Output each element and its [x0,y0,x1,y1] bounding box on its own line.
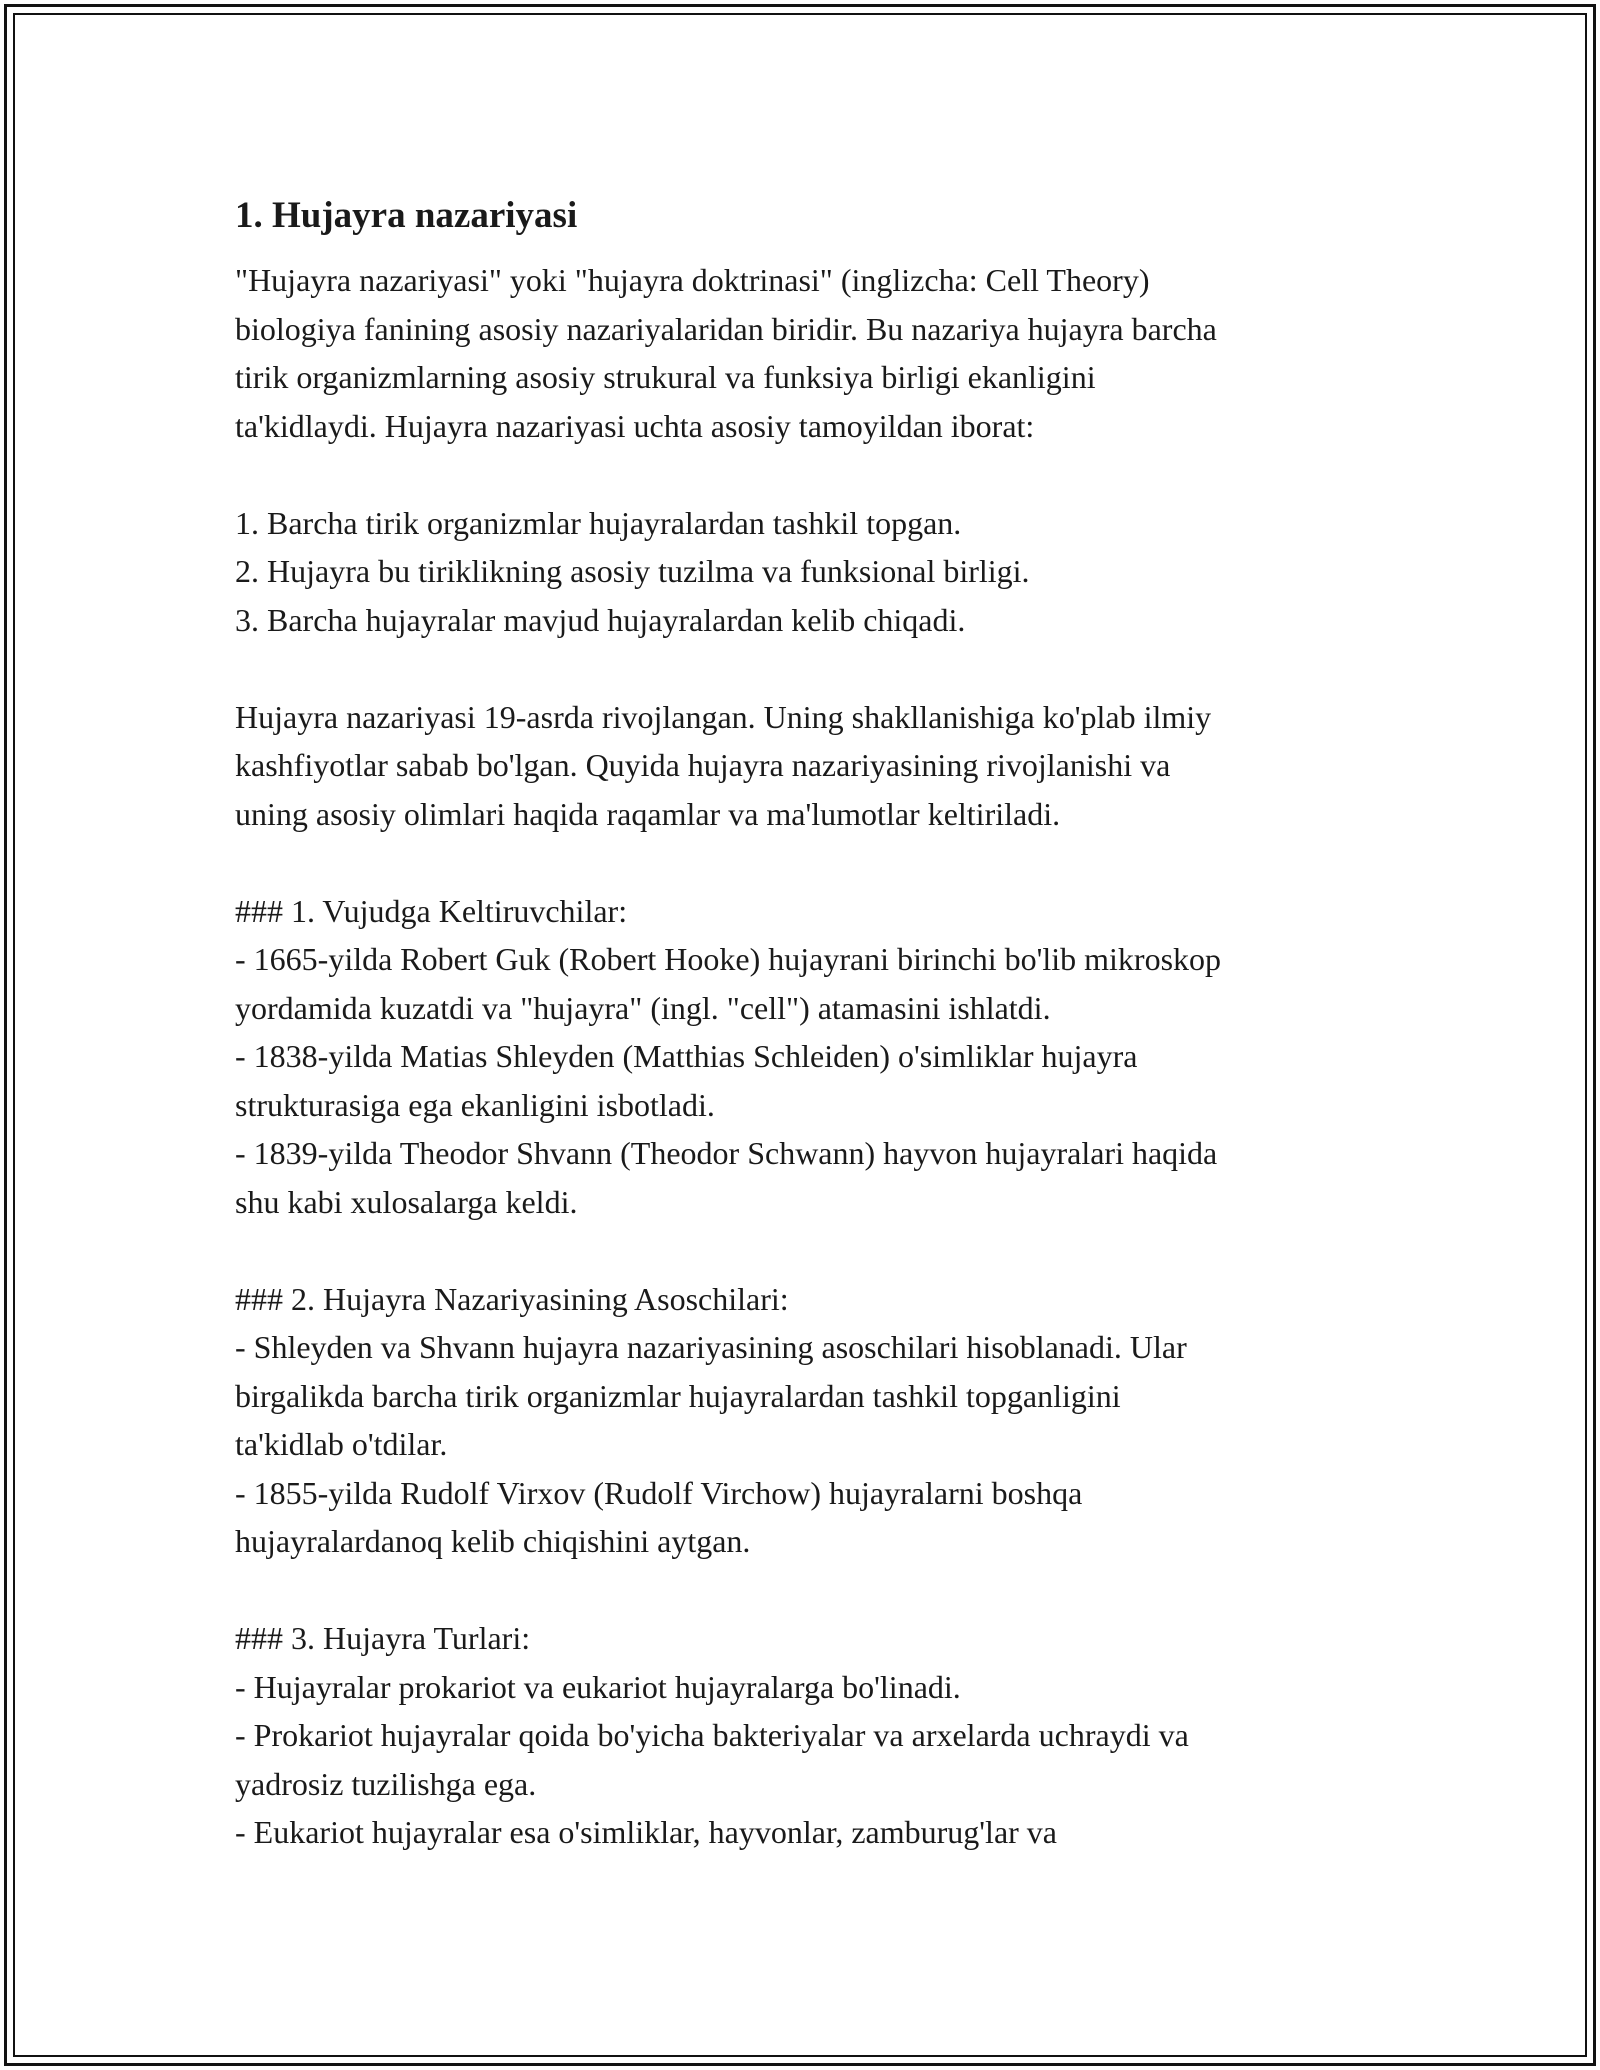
intro-paragraph: "Hujayra nazariyasi" yoki "hujayra doktrinasi" (inglizcha: Cell Theory) biologiya fanining asosiy nazariyalaridan biridir. Bu nazariya hujayra barcha tirik organizmlarning asosiy strukural va funksiya birligi ekanligini ta'kidlaydi. Hujayra nazariyasi uchta asosiy tamoyildan iborat: [235,262,1217,444]
spacer [235,838,1395,887]
spacer [235,244,1395,256]
spacer [235,1566,1395,1615]
spacer [235,450,1395,499]
spacer [235,1226,1395,1275]
section-theory-founders: ### 2. Hujayra Nazariyasining Asoschilari: - Shleyden va Shvann hujayra nazariyasining asoschilari hisoblanadi. Ular birgalikda barcha tirik organizmlar hujayralardan tashkil topganligini ta'kidlab o'tdilar. - 1855-yilda Rudolf Virxov (Rudolf Virchow) hujayralarni boshqa hujayralardanoq kelib chiqishini aytgan. [235,1280,1187,1559]
principles-list: 1. Barcha tirik organizmlar hujayralardan tashkil topgan. 2. Hujayra bu tiriklikning asosiy tuzilma va funksional birligi. 3. Barcha hujayralar mavjud hujayralardan kelib chiqadi. [235,504,1030,638]
document-body [235,188,1395,1857]
spacer [235,644,1395,693]
history-paragraph: Hujayra nazariyasi 19-asrda rivojlangan. Uning shakllanishiga ko'plab ilmiy kashfiyotlar sabab bo'lgan. Quyida hujayra nazariyasining rivojlanishi va uning asosiy olimlari haqida raqamlar va ma'lumotlar keltiriladi. [235,698,1212,832]
section-cell-types: ### 3. Hujayra Turlari: - Hujayralar prokariot va eukariot hujayralarga bo'linadi. - Prokariot hujayralar qoida bo'yicha bakteriyalar va arxelarda uchraydi va yadrosiz tuzilishga ega. - Eukariot hujayralar esa o'simliklar, hayvonlar, zamburug'lar va [235,1620,1189,1850]
document-title: 1. Hujayra nazariyasi [235,195,578,236]
section-founders-discovery: ### 1. Vujudga Keltiruvchilar: - 1665-yilda Robert Guk (Robert Hooke) hujayrani birinchi bo'lib mikroskop yordamida kuzatdi va "hujayra" (ingl. "cell") atamasini ishlatdi. - 1838-yilda Matias Shleyden (Matthias Schleiden) o'simliklar hujayra strukturasiga ega ekanligini isbotladi. - 1839-yilda Theodor Shvann (Theodor Schwann) hayvon hujayralari haqida shu kabi xulosalarga keldi. [235,892,1222,1220]
